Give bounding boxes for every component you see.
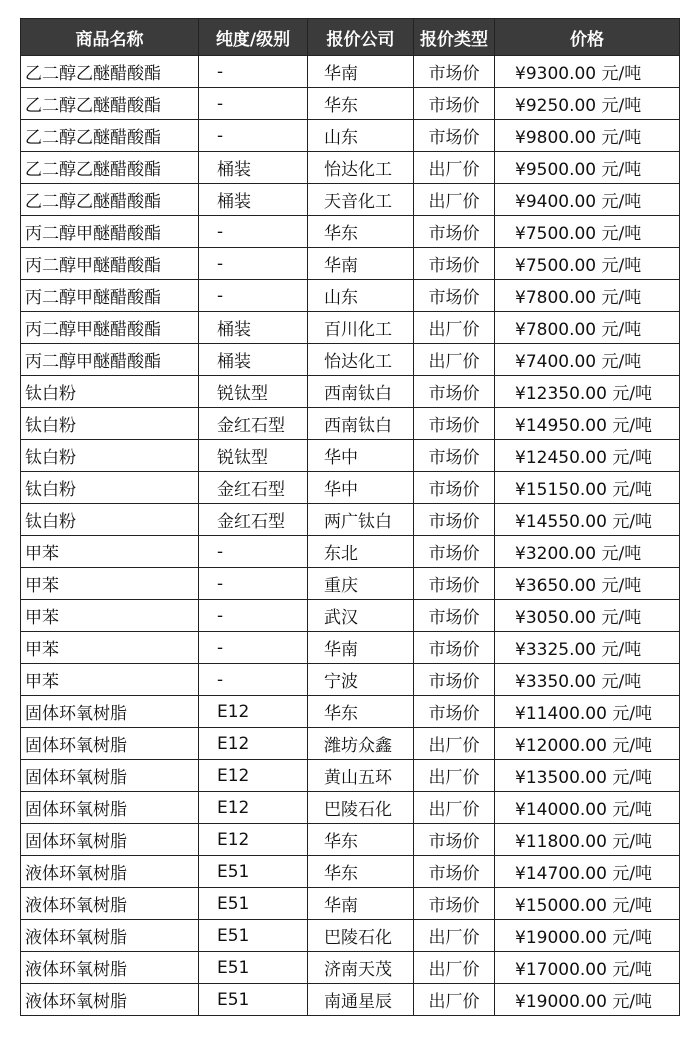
- table-row: [21, 312, 680, 344]
- cell-product-name: 乙二醇乙醚醋酸酯: [21, 184, 199, 216]
- cell-product-name: 固体环氧树脂: [21, 728, 199, 760]
- cell-product-name: 乙二醇乙醚醋酸酯: [21, 120, 199, 152]
- cell-product-name: 钛白粉: [21, 408, 199, 440]
- table-row: [21, 632, 680, 664]
- cell-grade: -: [199, 120, 308, 152]
- cell-grade: E51: [199, 856, 308, 888]
- cell-grade: E12: [199, 728, 308, 760]
- cell-company: 百川化工: [308, 312, 414, 344]
- cell-grade: 桶装: [199, 312, 308, 344]
- cell-price: ¥9250.00 元/吨: [495, 88, 680, 120]
- table-row: [21, 504, 680, 536]
- table-row: [21, 984, 680, 1016]
- cell-price: ¥17000.00 元/吨: [495, 952, 680, 984]
- table-row: [21, 696, 680, 728]
- cell-price-type: 出厂价: [414, 984, 495, 1016]
- cell-price-type: 市场价: [414, 472, 495, 504]
- cell-price-type: 市场价: [414, 888, 495, 920]
- cell-product-name: 液体环氧树脂: [21, 888, 199, 920]
- cell-price: ¥7800.00 元/吨: [495, 280, 680, 312]
- cell-price-type: 市场价: [414, 824, 495, 856]
- cell-grade: E51: [199, 952, 308, 984]
- cell-company: 西南钛白: [308, 408, 414, 440]
- table-row: [21, 440, 680, 472]
- cell-company: 东北: [308, 536, 414, 568]
- cell-price: ¥3050.00 元/吨: [495, 600, 680, 632]
- cell-grade: 金红石型: [199, 504, 308, 536]
- price-table-container: [20, 18, 679, 1016]
- cell-product-name: 液体环氧树脂: [21, 856, 199, 888]
- cell-price-type: 出厂价: [414, 184, 495, 216]
- cell-grade: 桶装: [199, 184, 308, 216]
- cell-product-name: 钛白粉: [21, 504, 199, 536]
- cell-price-type: 市场价: [414, 248, 495, 280]
- cell-grade: E51: [199, 888, 308, 920]
- cell-grade: 金红石型: [199, 472, 308, 504]
- cell-company: 西南钛白: [308, 376, 414, 408]
- table-row: [21, 568, 680, 600]
- cell-company: 华南: [308, 632, 414, 664]
- cell-price: ¥3325.00 元/吨: [495, 632, 680, 664]
- cell-product-name: 甲苯: [21, 536, 199, 568]
- cell-grade: 金红石型: [199, 408, 308, 440]
- table-row: [21, 248, 680, 280]
- cell-grade: -: [199, 600, 308, 632]
- cell-company: 华东: [308, 88, 414, 120]
- table-row: [21, 792, 680, 824]
- cell-grade: -: [199, 248, 308, 280]
- cell-product-name: 钛白粉: [21, 440, 199, 472]
- cell-product-name: 固体环氧树脂: [21, 824, 199, 856]
- cell-price: ¥14950.00 元/吨: [495, 408, 680, 440]
- cell-price: ¥7800.00 元/吨: [495, 312, 680, 344]
- cell-grade: -: [199, 536, 308, 568]
- header-product-name: 商品名称: [21, 19, 199, 56]
- header-company: 报价公司: [308, 19, 414, 56]
- table-row: [21, 536, 680, 568]
- table-row: [21, 760, 680, 792]
- cell-price-type: 市场价: [414, 600, 495, 632]
- cell-company: 怡达化工: [308, 344, 414, 376]
- cell-product-name: 固体环氧树脂: [21, 760, 199, 792]
- cell-grade: 桶装: [199, 152, 308, 184]
- cell-price-type: 出厂价: [414, 920, 495, 952]
- cell-company: 武汉: [308, 600, 414, 632]
- cell-price-type: 出厂价: [414, 792, 495, 824]
- header-price: 价格: [495, 19, 680, 56]
- header-price-type: 报价类型: [414, 19, 495, 56]
- cell-price-type: 市场价: [414, 440, 495, 472]
- cell-grade: 桶装: [199, 344, 308, 376]
- cell-price: ¥7400.00 元/吨: [495, 344, 680, 376]
- cell-product-name: 液体环氧树脂: [21, 952, 199, 984]
- cell-price-type: 出厂价: [414, 728, 495, 760]
- cell-company: 华东: [308, 216, 414, 248]
- cell-price: ¥19000.00 元/吨: [495, 984, 680, 1016]
- cell-company: 华南: [308, 56, 414, 88]
- cell-company: 华南: [308, 888, 414, 920]
- cell-price-type: 市场价: [414, 568, 495, 600]
- cell-price: ¥9800.00 元/吨: [495, 120, 680, 152]
- cell-grade: 锐钛型: [199, 376, 308, 408]
- cell-price-type: 市场价: [414, 856, 495, 888]
- cell-price: ¥3350.00 元/吨: [495, 664, 680, 696]
- cell-price: ¥14000.00 元/吨: [495, 792, 680, 824]
- table-row: [21, 856, 680, 888]
- cell-company: 南通星辰: [308, 984, 414, 1016]
- cell-grade: E12: [199, 824, 308, 856]
- cell-price: ¥12350.00 元/吨: [495, 376, 680, 408]
- cell-price-type: 市场价: [414, 696, 495, 728]
- cell-grade: -: [199, 216, 308, 248]
- table-row: [21, 216, 680, 248]
- cell-price-type: 市场价: [414, 280, 495, 312]
- cell-company: 华东: [308, 824, 414, 856]
- cell-company: 华南: [308, 248, 414, 280]
- cell-company: 山东: [308, 280, 414, 312]
- cell-company: 华中: [308, 440, 414, 472]
- cell-product-name: 甲苯: [21, 632, 199, 664]
- cell-price-type: 市场价: [414, 216, 495, 248]
- header-grade: 纯度/级别: [199, 19, 308, 56]
- table-row: [21, 120, 680, 152]
- cell-company: 济南天茂: [308, 952, 414, 984]
- cell-company: 宁波: [308, 664, 414, 696]
- cell-company: 华东: [308, 856, 414, 888]
- cell-grade: E12: [199, 760, 308, 792]
- cell-product-name: 乙二醇乙醚醋酸酯: [21, 88, 199, 120]
- cell-price: ¥9300.00 元/吨: [495, 56, 680, 88]
- cell-price: ¥13500.00 元/吨: [495, 760, 680, 792]
- cell-price-type: 出厂价: [414, 312, 495, 344]
- cell-price-type: 市场价: [414, 664, 495, 696]
- table-row: [21, 664, 680, 696]
- cell-grade: -: [199, 568, 308, 600]
- table-row: [21, 56, 680, 88]
- cell-price-type: 市场价: [414, 120, 495, 152]
- cell-product-name: 固体环氧树脂: [21, 792, 199, 824]
- table-row: [21, 472, 680, 504]
- cell-company: 巴陵石化: [308, 792, 414, 824]
- cell-price: ¥12450.00 元/吨: [495, 440, 680, 472]
- cell-grade: E51: [199, 984, 308, 1016]
- cell-grade: -: [199, 56, 308, 88]
- cell-price: ¥11800.00 元/吨: [495, 824, 680, 856]
- cell-price: ¥7500.00 元/吨: [495, 216, 680, 248]
- table-row: [21, 920, 680, 952]
- cell-company: 华中: [308, 472, 414, 504]
- table-row: [21, 280, 680, 312]
- cell-grade: -: [199, 88, 308, 120]
- table-row: [21, 952, 680, 984]
- cell-company: 华东: [308, 696, 414, 728]
- cell-price-type: 市场价: [414, 504, 495, 536]
- cell-product-name: 固体环氧树脂: [21, 696, 199, 728]
- cell-grade: E12: [199, 792, 308, 824]
- table-row: [21, 888, 680, 920]
- cell-company: 天音化工: [308, 184, 414, 216]
- cell-price: ¥19000.00 元/吨: [495, 920, 680, 952]
- cell-price: ¥14550.00 元/吨: [495, 504, 680, 536]
- table-row: [21, 728, 680, 760]
- cell-grade: E51: [199, 920, 308, 952]
- cell-product-name: 甲苯: [21, 568, 199, 600]
- cell-product-name: 钛白粉: [21, 472, 199, 504]
- cell-product-name: 丙二醇甲醚醋酸酯: [21, 248, 199, 280]
- table-row: [21, 152, 680, 184]
- cell-grade: -: [199, 280, 308, 312]
- cell-product-name: 丙二醇甲醚醋酸酯: [21, 344, 199, 376]
- cell-company: 巴陵石化: [308, 920, 414, 952]
- cell-price: ¥9400.00 元/吨: [495, 184, 680, 216]
- table-header-row: [21, 19, 680, 56]
- cell-price-type: 市场价: [414, 56, 495, 88]
- cell-company: 黄山五环: [308, 760, 414, 792]
- cell-price: ¥7500.00 元/吨: [495, 248, 680, 280]
- cell-price-type: 出厂价: [414, 152, 495, 184]
- cell-price-type: 出厂价: [414, 760, 495, 792]
- table-body: [21, 56, 680, 1016]
- cell-price: ¥15150.00 元/吨: [495, 472, 680, 504]
- cell-price: ¥14700.00 元/吨: [495, 856, 680, 888]
- cell-price-type: 出厂价: [414, 952, 495, 984]
- cell-price-type: 市场价: [414, 376, 495, 408]
- cell-price: ¥9500.00 元/吨: [495, 152, 680, 184]
- table-row: [21, 88, 680, 120]
- cell-price: ¥11400.00 元/吨: [495, 696, 680, 728]
- cell-product-name: 丙二醇甲醚醋酸酯: [21, 312, 199, 344]
- cell-product-name: 液体环氧树脂: [21, 984, 199, 1016]
- cell-price-type: 市场价: [414, 88, 495, 120]
- cell-company: 重庆: [308, 568, 414, 600]
- cell-grade: 锐钛型: [199, 440, 308, 472]
- cell-price-type: 市场价: [414, 632, 495, 664]
- cell-price-type: 市场价: [414, 536, 495, 568]
- table-row: [21, 344, 680, 376]
- cell-price: ¥3650.00 元/吨: [495, 568, 680, 600]
- cell-product-name: 丙二醇甲醚醋酸酯: [21, 280, 199, 312]
- table-row: [21, 184, 680, 216]
- cell-product-name: 液体环氧树脂: [21, 920, 199, 952]
- cell-company: 两广钛白: [308, 504, 414, 536]
- cell-price: ¥3200.00 元/吨: [495, 536, 680, 568]
- cell-grade: -: [199, 632, 308, 664]
- table-row: [21, 408, 680, 440]
- cell-product-name: 钛白粉: [21, 376, 199, 408]
- cell-price-type: 市场价: [414, 408, 495, 440]
- table-row: [21, 824, 680, 856]
- cell-product-name: 甲苯: [21, 600, 199, 632]
- table-row: [21, 376, 680, 408]
- cell-product-name: 乙二醇乙醚醋酸酯: [21, 56, 199, 88]
- cell-product-name: 乙二醇乙醚醋酸酯: [21, 152, 199, 184]
- cell-product-name: 丙二醇甲醚醋酸酯: [21, 216, 199, 248]
- cell-grade: -: [199, 664, 308, 696]
- cell-product-name: 甲苯: [21, 664, 199, 696]
- cell-grade: E12: [199, 696, 308, 728]
- cell-price-type: 出厂价: [414, 344, 495, 376]
- price-table: [20, 18, 680, 1016]
- cell-price: ¥12000.00 元/吨: [495, 728, 680, 760]
- cell-price: ¥15000.00 元/吨: [495, 888, 680, 920]
- cell-company: 潍坊众鑫: [308, 728, 414, 760]
- table-row: [21, 600, 680, 632]
- cell-company: 山东: [308, 120, 414, 152]
- cell-company: 怡达化工: [308, 152, 414, 184]
